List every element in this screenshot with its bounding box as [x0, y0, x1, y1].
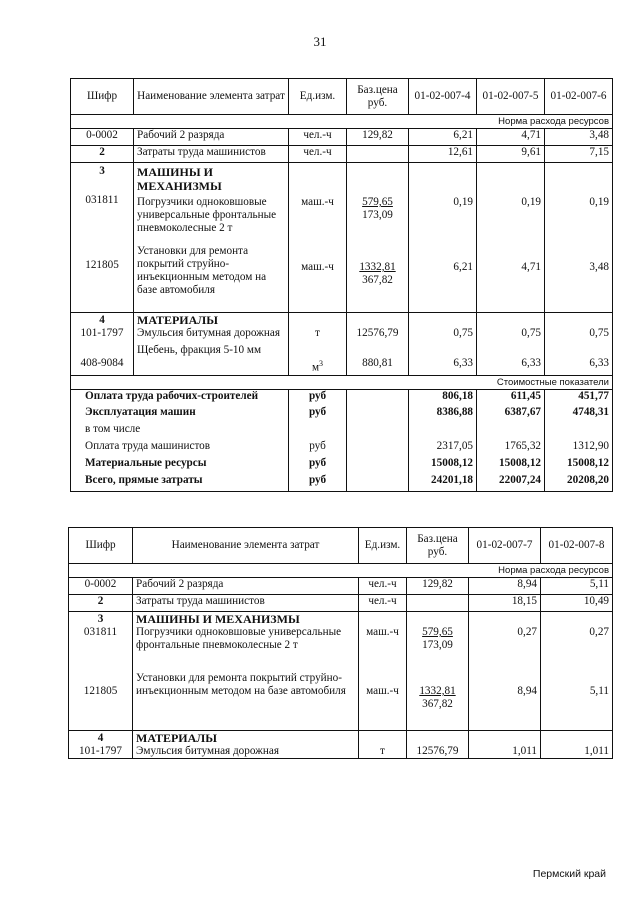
col-header-name: Наименование элемента затрат	[133, 528, 359, 564]
cost-v3: 4748,31	[545, 406, 613, 423]
row-price: 880,81	[362, 357, 393, 369]
row-v2: 0,19	[521, 196, 541, 208]
row-v2: 0,27	[589, 626, 609, 638]
col-header-unit: Ед.изм.	[359, 528, 407, 564]
row-v2: 5,11	[589, 685, 609, 697]
row-unit: чел.-ч	[289, 146, 347, 163]
cost-v1: 24201,18	[409, 474, 477, 491]
row-v3: 7,15	[545, 146, 613, 163]
col-header-price: Баз.цена руб.	[347, 79, 409, 115]
cost-name: Оплата труда рабочих-строителей	[71, 389, 289, 406]
cost-label: Стоимостные показатели	[71, 375, 613, 389]
row-name: Эмульсия битумная дорожная	[136, 745, 280, 757]
cost-name: Материальные ресурсы	[71, 457, 289, 474]
col-header-c2: 01-02-007-5	[477, 79, 545, 115]
col-header-c1: 01-02-007-7	[469, 528, 541, 564]
col-header-c3: 01-02-007-6	[545, 79, 613, 115]
col-header-unit: Ед.изм.	[289, 79, 347, 115]
row-name: Погрузчики одноковшовые универсальные фронтальные пневмоколесные 2 т	[137, 196, 277, 234]
row-price-secondary: 367,82	[362, 274, 393, 286]
row-code: 2	[69, 595, 133, 612]
section-title: МАТЕРИАЛЫ	[137, 313, 218, 327]
cost-name: Всего, прямые затраты	[71, 474, 289, 491]
cost-v2: 15008,12	[477, 457, 545, 474]
page-number: 31	[313, 34, 327, 49]
row-name: Эмульсия битумная дорожная	[137, 327, 281, 339]
row-name: Установки для ремонта покрытий струйно-инъекционным методом на базе автомобиля	[136, 672, 346, 697]
row-v3: 6,33	[589, 357, 609, 369]
row-v1: 0,27	[517, 626, 537, 638]
row-price: 1332,81	[359, 261, 396, 273]
section-code: 3	[97, 613, 104, 625]
row-name: Затраты труда машинистов	[134, 146, 289, 163]
resource-table-1	[70, 78, 613, 492]
row-v1: 18,15	[469, 595, 541, 612]
row-name: Погрузчики одноковшовые универсальные фронтальные пневмоколесные 2 т	[136, 626, 342, 651]
cost-v3: 1312,90	[545, 440, 613, 457]
row-v1: 6,21	[409, 129, 477, 146]
row-code: 408-9084	[80, 357, 124, 369]
row-unit: маш.-ч	[301, 261, 334, 273]
section-code: 4	[97, 732, 104, 744]
cost-v2: 1765,32	[477, 440, 545, 457]
cost-name: Оплата труда машинистов	[71, 440, 289, 457]
row-price: 1332,81	[419, 685, 456, 697]
row-code: 101-1797	[79, 745, 122, 757]
row-v1: 8,94	[517, 685, 537, 697]
cost-v2: 611,45	[477, 389, 545, 406]
norm-label: Норма расхода ресурсов	[71, 115, 613, 129]
row-v2: 9,61	[477, 146, 545, 163]
row-v1: 6,21	[453, 261, 473, 273]
row-v3: 0,19	[589, 196, 609, 208]
row-v3: 3,48	[589, 261, 609, 273]
row-unit: чел.-ч	[359, 578, 407, 595]
row-v2: 10,49	[541, 595, 613, 612]
row-price: 129,82	[347, 129, 409, 146]
row-price: 129,82	[407, 578, 469, 595]
row-unit: маш.-ч	[366, 626, 399, 638]
row-name: Рабочий 2 разряда	[133, 578, 359, 595]
row-price	[407, 595, 469, 612]
cost-v2: 22007,24	[477, 474, 545, 491]
cost-v3: 15008,12	[545, 457, 613, 474]
cost-v1: 15008,12	[409, 457, 477, 474]
row-v1: 12,61	[409, 146, 477, 163]
row-name: Установки для ремонта покрытий струйно-инъекционным методом на базе автомобиля	[137, 245, 267, 296]
row-v2: 1,011	[584, 745, 609, 757]
col-header-name: Наименование элемента затрат	[134, 79, 289, 115]
col-header-code: Шифр	[71, 79, 134, 115]
cost-v1: 2317,05	[409, 440, 477, 457]
row-price	[347, 146, 409, 163]
row-unit: т	[380, 745, 385, 757]
row-unit: т	[315, 327, 320, 339]
row-price: 12576,79	[356, 327, 399, 339]
col-header-c2: 01-02-007-8	[541, 528, 613, 564]
row-v1: 8,94	[469, 578, 541, 595]
row-name: Рабочий 2 разряда	[134, 129, 289, 146]
row-code: 101-1797	[80, 327, 124, 339]
footer-region: Пермский край	[532, 868, 606, 880]
norm-label: Норма расхода ресурсов	[69, 564, 613, 578]
cost-name: в том числе	[71, 423, 289, 440]
cost-unit: руб	[289, 440, 347, 457]
row-code: 031811	[85, 194, 119, 206]
row-unit: чел.-ч	[289, 129, 347, 146]
row-unit: маш.-ч	[366, 685, 399, 697]
cost-v1: 806,18	[409, 389, 477, 406]
row-code: 2	[71, 146, 134, 163]
col-header-code: Шифр	[69, 528, 133, 564]
cost-unit: руб	[289, 389, 347, 406]
row-name: Затраты труда машинистов	[133, 595, 359, 612]
cost-unit: руб	[289, 474, 347, 491]
row-price: 12576,79	[416, 745, 459, 757]
row-unit: чел.-ч	[359, 595, 407, 612]
row-code: 0-0002	[69, 578, 133, 595]
cost-v3: 20208,20	[545, 474, 613, 491]
row-v2: 4,71	[477, 129, 545, 146]
cost-unit: руб	[289, 406, 347, 423]
row-name: Щебень, фракция 5-10 мм	[137, 344, 262, 356]
cost-v3: 451,77	[545, 389, 613, 406]
row-v2: 0,75	[521, 327, 541, 339]
col-header-c1: 01-02-007-4	[409, 79, 477, 115]
row-price: 579,65	[422, 626, 453, 638]
row-v2: 4,71	[521, 261, 541, 273]
row-v2: 6,33	[521, 357, 541, 369]
resource-table-2	[68, 527, 613, 759]
unit-superscript: 3	[319, 359, 324, 368]
row-v1: 0,19	[453, 196, 473, 208]
row-v1: 6,33	[453, 357, 473, 369]
col-header-price: Баз.цена руб.	[407, 528, 469, 564]
section-title: МАШИНЫ И МЕХАНИЗМЫ	[137, 165, 222, 193]
cost-v1: 8386,88	[409, 406, 477, 423]
row-v3: 0,75	[589, 327, 609, 339]
section-title: МАШИНЫ И МЕХАНИЗМЫ	[136, 612, 300, 626]
section-title: МАТЕРИАЛЫ	[136, 731, 217, 745]
row-v3: 3,48	[545, 129, 613, 146]
row-price: 579,65	[362, 196, 393, 208]
cost-v2: 6387,67	[477, 406, 545, 423]
row-code: 0-0002	[71, 129, 134, 146]
row-code: 121805	[83, 685, 118, 697]
row-price-secondary: 173,09	[422, 639, 453, 651]
row-unit: маш.-ч	[301, 196, 334, 208]
row-v1: 0,75	[453, 327, 473, 339]
section-code: 3	[99, 165, 105, 177]
row-price-secondary: 367,82	[422, 698, 453, 710]
row-price-secondary: 173,09	[362, 209, 393, 221]
cost-unit: руб	[289, 457, 347, 474]
row-code: 121805	[85, 259, 119, 271]
row-v1: 1,011	[512, 745, 537, 757]
row-unit: м	[311, 361, 320, 374]
cost-name: Эксплуатация машин	[71, 406, 289, 423]
row-v2: 5,11	[541, 578, 613, 595]
section-code: 4	[99, 314, 105, 326]
row-code: 031811	[83, 626, 118, 638]
